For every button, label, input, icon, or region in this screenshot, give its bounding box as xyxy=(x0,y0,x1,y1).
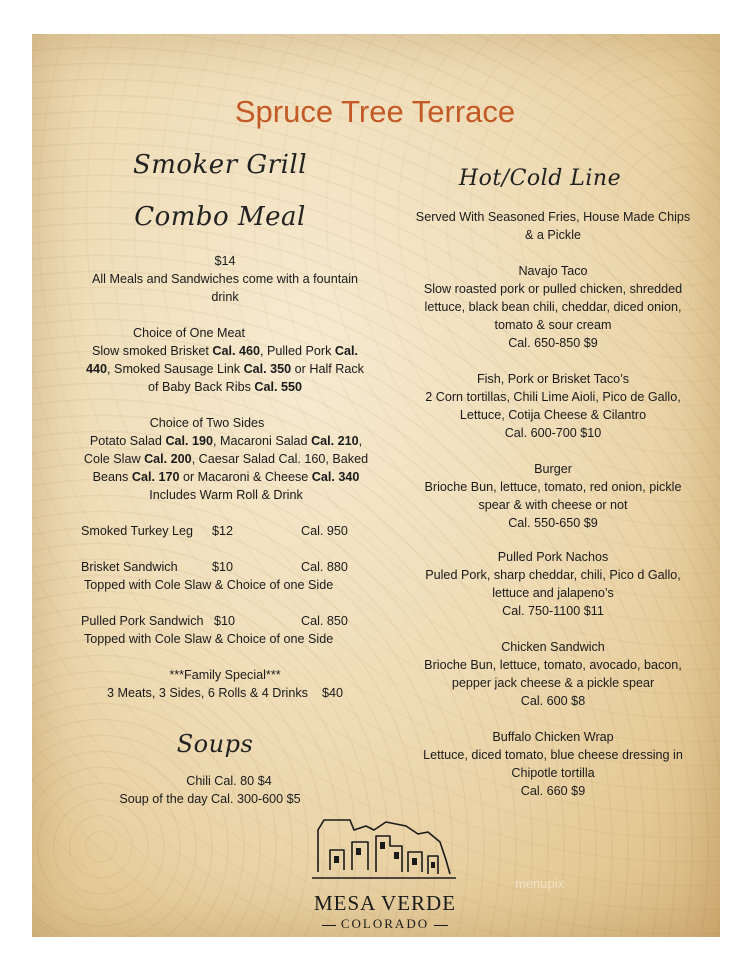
item-calories: Cal. 850 xyxy=(301,614,348,628)
item-price: $10 xyxy=(214,614,236,628)
soup-item: Soup of the day Cal. 300-600 $5 xyxy=(119,792,301,806)
soups-list xyxy=(60,772,390,808)
menu-item xyxy=(388,262,718,352)
item-price: $10 xyxy=(212,560,234,574)
intro-line: All Meals and Sandwiches come with a fountain xyxy=(91,272,358,286)
family-title: ***Family Special*** xyxy=(169,668,281,682)
item-name: Brisket Sandwich xyxy=(81,560,178,574)
mesa-verde-logo xyxy=(310,812,460,931)
item-name: Chicken Sandwich xyxy=(501,640,605,654)
item-price: Cal. 660 $9 xyxy=(520,784,586,798)
combo-price: $14 xyxy=(214,254,236,268)
smoker-grill-heading: Smoker Grill xyxy=(132,150,308,180)
item-description: lettuce and jalapeno’s xyxy=(492,586,614,600)
item-price: Cal. 600 $8 xyxy=(520,694,586,708)
item-name: Buffalo Chicken Wrap xyxy=(492,730,614,744)
item-description: Lettuce, diced tomato, blue cheese dressing in xyxy=(423,748,683,762)
logo-name: MESA VERDE xyxy=(313,891,457,915)
item-description: 2 Corn tortillas, Chili Lime Aioli, Pico de Gallo, xyxy=(425,390,681,404)
item-name: Pulled Pork Nachos xyxy=(497,550,609,564)
item-price: Cal. 750-1100 $11 xyxy=(502,604,604,618)
item-description: Lettuce, Cotija Cheese & Cilantro xyxy=(459,408,647,422)
soups-heading: Soups xyxy=(176,730,254,758)
item-description: Slow roasted pork or pulled chicken, shredded xyxy=(423,282,683,296)
family-special xyxy=(60,666,390,702)
item-description: pepper jack cheese & a pickle spear xyxy=(451,676,655,690)
item-description: Puled Pork, sharp cheddar, chili, Pico d Gallo, xyxy=(425,568,681,582)
item-subtext: Topped with Cole Slaw & Choice of one Side xyxy=(84,578,334,592)
hot-cold-line-heading: Hot/Cold Line xyxy=(458,166,622,191)
combo-meal-heading: Combo Meal xyxy=(134,202,306,232)
item-description: Brioche Bun, lettuce, tomato, avocado, bacon, xyxy=(424,658,682,672)
item-calories: Cal. 950 xyxy=(301,524,348,538)
item-name: Fish, Pork or Brisket Taco’s xyxy=(476,372,630,386)
item-name: Pulled Pork Sandwich xyxy=(81,614,204,628)
item-price: Cal. 650-850 $9 xyxy=(508,336,598,350)
menu-item xyxy=(388,728,718,800)
cliff-dwelling-icon xyxy=(310,812,460,890)
family-desc: 3 Meats, 3 Sides, 6 Rolls & 4 Drinks xyxy=(107,686,308,700)
logo-sub: COLORADO xyxy=(310,916,460,932)
family-price: $40 xyxy=(321,686,343,700)
meat-title: Choice of One Meat xyxy=(132,326,245,340)
item-name: Smoked Turkey Leg xyxy=(81,524,194,538)
soup-item: Chili Cal. 80 $4 xyxy=(186,774,272,788)
item-price: Cal. 550-650 $9 xyxy=(508,516,598,530)
item-price: $12 xyxy=(212,524,234,538)
combo-intro xyxy=(60,252,390,306)
item-subtext: Topped with Cole Slaw & Choice of one Side xyxy=(84,632,334,646)
item-description: lettuce, black bean chili, cheddar, diced onion, xyxy=(424,300,682,314)
item-price: Cal. 600-700 $10 xyxy=(504,426,602,440)
served-with: Served With Seasoned Fries, House Made Chips & a Pickle xyxy=(415,210,691,242)
item-description: spear & with cheese or not xyxy=(478,498,628,512)
item-name: Navajo Taco xyxy=(518,264,588,278)
item-name: Burger xyxy=(534,462,572,476)
item-description: tomato & sour cream xyxy=(494,318,612,332)
item-calories: Cal. 880 xyxy=(301,560,348,574)
menu-item xyxy=(388,370,718,442)
side-choices: Choice of Two Sides Potato Salad Cal. 190, Macaroni Salad Cal. 210, Cole Slaw Cal. 200, Caesar Salad Cal. 160, Baked Beans Cal. 170 or Macaroni & Cheese Cal. 340 Includes Warm Roll & Drink xyxy=(48,414,404,504)
menu-item xyxy=(388,460,718,532)
menu-item xyxy=(388,548,718,620)
watermark: menupix xyxy=(515,876,565,891)
sides-title: Choice of Two Sides xyxy=(149,416,265,430)
page-title: Spruce Tree Terrace xyxy=(234,94,516,129)
item-description: Brioche Bun, lettuce, tomato, red onion, pickle xyxy=(424,480,682,494)
item-description: Chipotle tortilla xyxy=(511,766,595,780)
menu-item xyxy=(388,638,718,710)
meat-choices: Choice of One Meat Slow smoked Brisket Cal. 460, Pulled Pork Cal. 440, Smoked Sausage Link Cal. 350 or Half Rack of Baby Back Ribs Cal. 550 xyxy=(60,324,390,396)
intro-line: drink xyxy=(211,290,239,304)
